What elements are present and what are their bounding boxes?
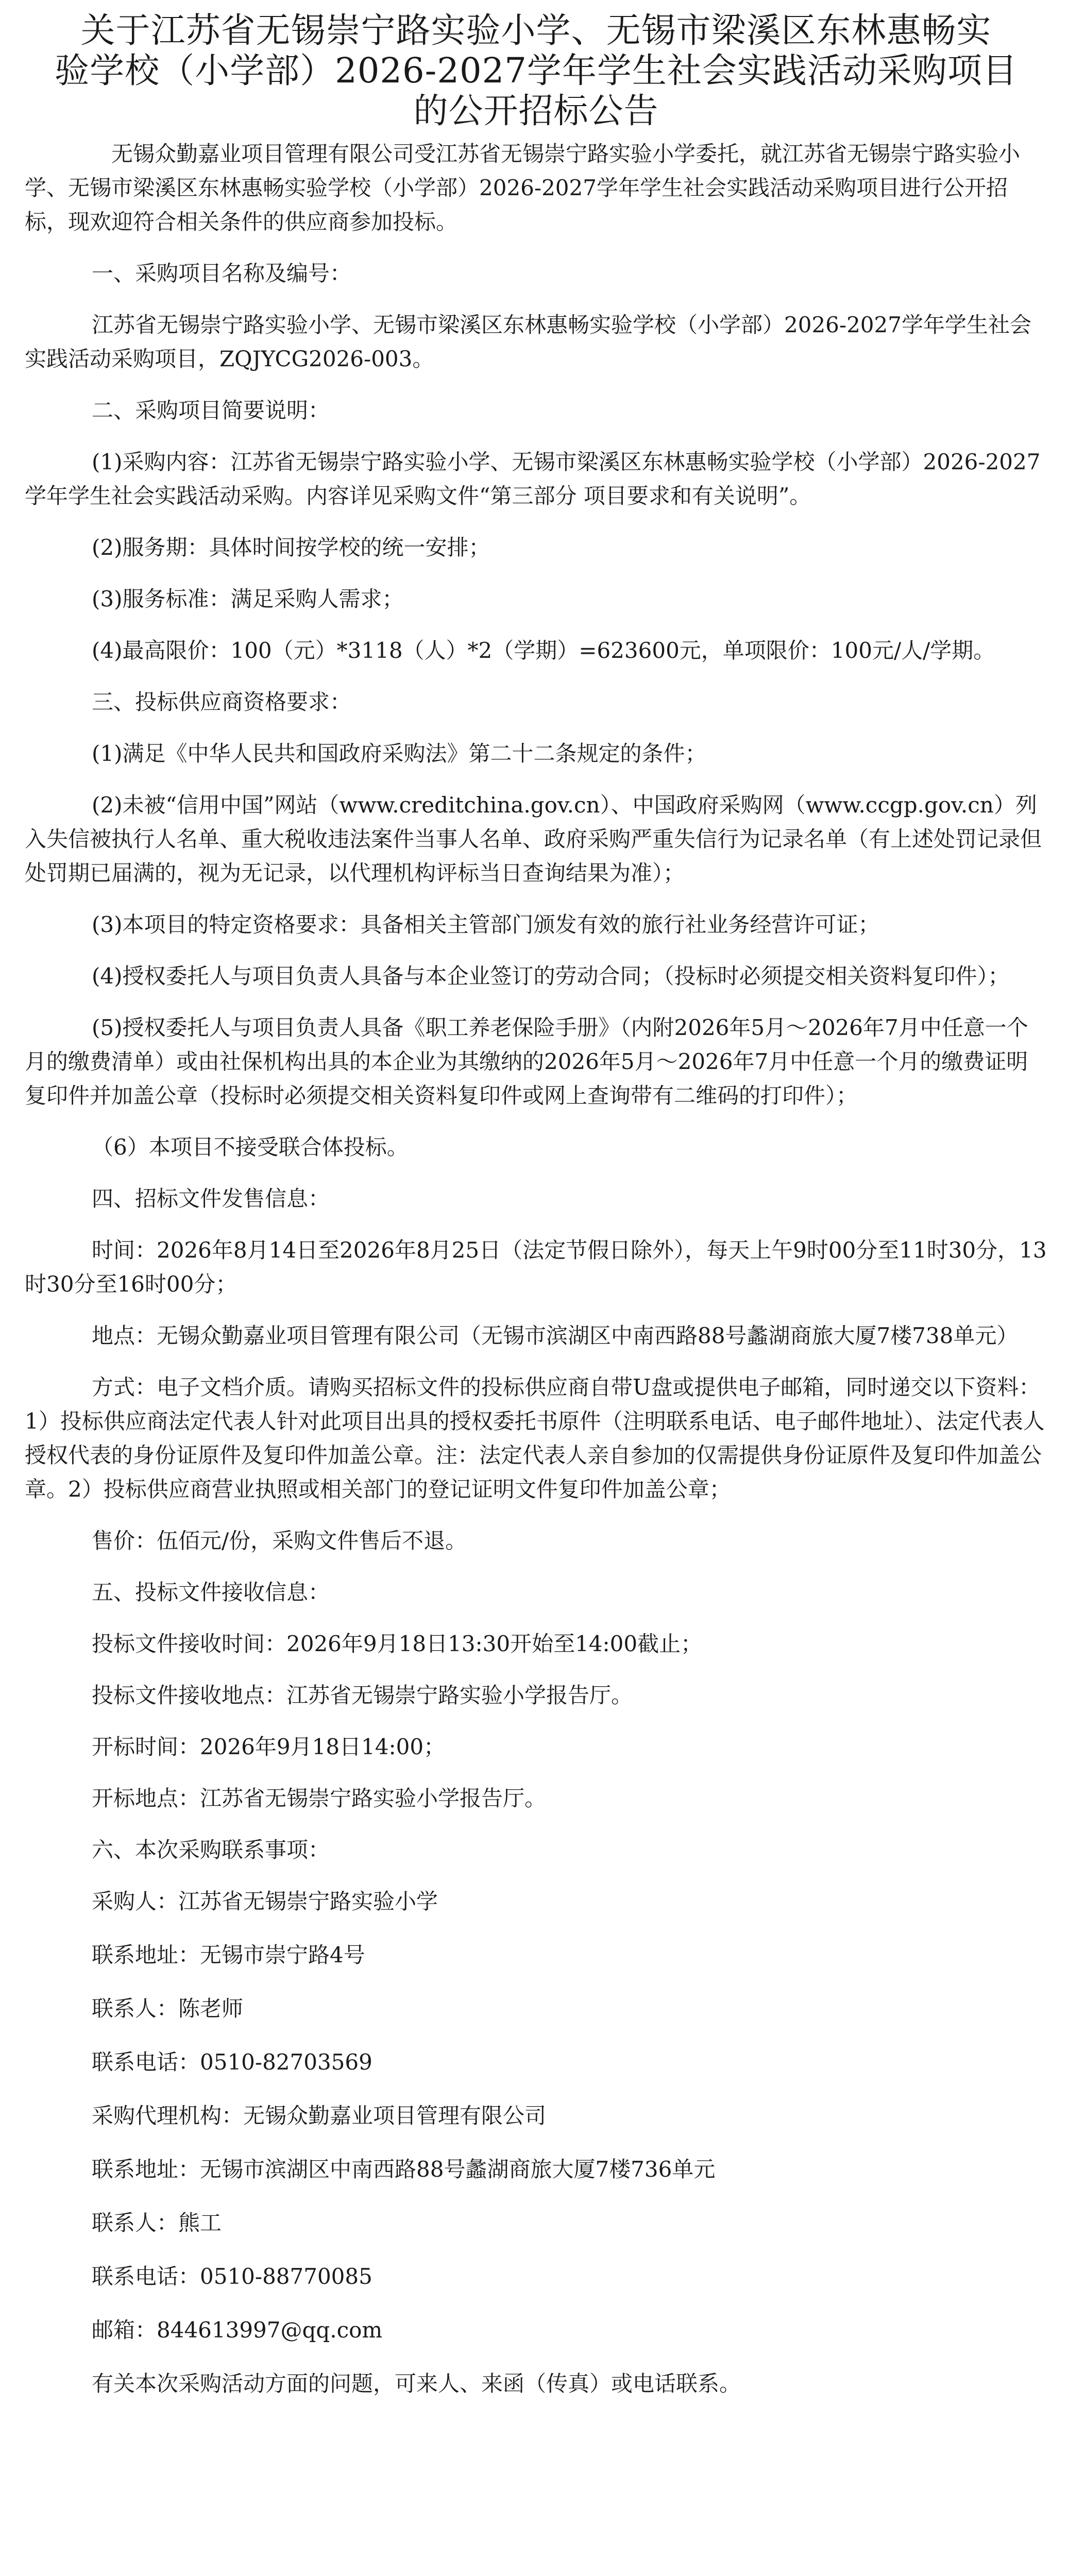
section-3-item-2: (2)未被“信用中国”网站（www.creditchina.gov.cn）、中国政府采购网（www.ccgp.gov.cn）列入失信被执行人名单、重大税收违法案件当事人名单、政府采购严重失信行为记录名单（有上述处罚记录但处罚期已届满的，视为无记录，以代理机构评标当日查询结果为准）； xyxy=(25,792,1042,886)
section-3-item-1: (1)满足《中华人民共和国政府采购法》第二十二条规定的条件； xyxy=(92,741,707,766)
section-1-text: 江苏省无锡崇宁路实验小学、无锡市梁溪区东林惠畅实验学校（小学部）2026-2027学年学生社会实践活动采购项目，ZQJYCG2026-003。 xyxy=(25,312,1031,371)
purchaser-contact: 联系人：陈老师 xyxy=(92,1996,244,2021)
agency-name: 采购代理机构：无锡众勤嘉业项目管理有限公司 xyxy=(92,2103,547,2128)
section-2-item-4: (4)最高限价：100（元）*3118（人）*2（学期）=623600元，单项限价：100元/人/学期。 xyxy=(92,638,995,663)
section-2-item-2: (2)服务期：具体时间按学校的统一安排； xyxy=(92,535,490,560)
sale-method: 方式：电子文档介质。请购买招标文件的投标供应商自带U盘或提供电子邮箱，同时递交以下资料：1）投标供应商法定代表人针对此项目出具的授权委托书原件（注明联系电话、电子邮件地址）、法定代表人授权代表的身份证原件及复印件加盖公章。注：法定代表人亲自参加的仅需提供身份证原件及复印件加盖公章。2）投标供应商营业执照或相关部门的登记证明文件复印件加盖公章； xyxy=(25,1375,1045,1502)
intro-paragraph: 无锡众勤嘉业项目管理有限公司受江苏省无锡崇宁路实验小学委托，就江苏省无锡崇宁路实验小学、无锡市梁溪区东林惠畅实验学校（小学部）2026-2027学年学生社会实践活动采购项目进行公开招标，现欢迎符合相关条件的供应商参加投标。 xyxy=(25,141,1021,234)
agency-phone: 联系电话：0510-88770085 xyxy=(92,2264,372,2289)
section-5-heading: 五、投标文件接收信息： xyxy=(92,1580,330,1605)
section-3-heading: 三、投标供应商资格要求： xyxy=(92,689,352,715)
agency-address: 联系地址：无锡市滨湖区中南西路88号蠡湖商旅大厦7楼736单元 xyxy=(92,2157,716,2182)
title-line-2: 验学校（小学部）2026-2027学年学生社会实践活动采购项目 xyxy=(55,50,1018,91)
section-6-heading: 六、本次采购联系事项： xyxy=(92,1837,330,1862)
section-1-heading: 一、采购项目名称及编号： xyxy=(92,261,352,286)
section-3-item-4: (4)授权委托人与项目负责人具备与本企业签订的劳动合同；（投标时必须提交相关资料复印件）； xyxy=(92,963,1010,989)
purchaser-phone: 联系电话：0510-82703569 xyxy=(92,2049,372,2075)
sale-price: 售价：伍佰元/份，采购文件售后不退。 xyxy=(92,1528,467,1553)
sale-place: 地点：无锡众勤嘉业项目管理有限公司（无锡市滨湖区中南西路88号蠡湖商旅大厦7楼738单元） xyxy=(92,1323,1019,1348)
agency-email: 邮箱：844613997@qq.com xyxy=(92,2317,383,2343)
sale-time: 时间：2026年8月14日至2026年8月25日（法定节假日除外），每天上午9时00分至11时30分，13时30分至16时00分； xyxy=(25,1238,1047,1297)
title-line-3: 的公开招标公告 xyxy=(413,91,659,131)
section-2-item-1: (1)采购内容：江苏省无锡崇宁路实验小学、无锡市梁溪区东林惠畅实验学校（小学部）2026-2027学年学生社会实践活动采购。内容详见采购文件“第三部分 项目要求和有关说明”。 xyxy=(25,449,1041,509)
bid-receive-place: 投标文件接收地点：江苏省无锡崇宁路实验小学报告厅。 xyxy=(92,1683,633,1708)
bid-open-place: 开标地点：江苏省无锡崇宁路实验小学报告厅。 xyxy=(92,1786,547,1811)
purchaser-address: 联系地址：无锡市崇宁路4号 xyxy=(92,1942,365,1968)
bid-open-time: 开标时间：2026年9月18日14:00； xyxy=(92,1734,446,1759)
notice-title xyxy=(25,10,1047,131)
agency-contact: 联系人：熊工 xyxy=(92,2210,222,2235)
section-3-item-6: （6）本项目不接受联合体投标。 xyxy=(92,1134,409,1160)
bid-receive-time: 投标文件接收时间：2026年9月18日13:30开始至14:00截止； xyxy=(92,1631,703,1656)
section-2-item-3: (3)服务标准：满足采购人需求； xyxy=(92,586,404,612)
section-3-item-3: (3)本项目的特定资格要求：具备相关主管部门颁发有效的旅行社业务经营许可证； xyxy=(92,912,880,937)
section-2-heading: 二、采购项目简要说明： xyxy=(92,398,330,423)
title-line-1: 关于江苏省无锡崇宁路实验小学、无锡市梁溪区东林惠畅实 xyxy=(80,10,992,50)
section-4-heading: 四、招标文件发售信息： xyxy=(92,1186,330,1211)
purchaser-name: 采购人：江苏省无锡崇宁路实验小学 xyxy=(92,1889,438,1914)
contact-note: 有关本次采购活动方面的问题，可来人、来函（传真）或电话联系。 xyxy=(92,2371,741,2396)
section-3-item-5: (5)授权委托人与项目负责人具备《职工养老保险手册》（内附2026年5月～2026年7月中任意一个月的缴费清单）或由社保机构出具的本企业为其缴纳的2026年5月～2026年7月中任意一个月的缴费证明复印件并加盖公章（投标时必须提交相关资料复印件或网上查询带有二维码的打印件）； xyxy=(25,1015,1028,1108)
